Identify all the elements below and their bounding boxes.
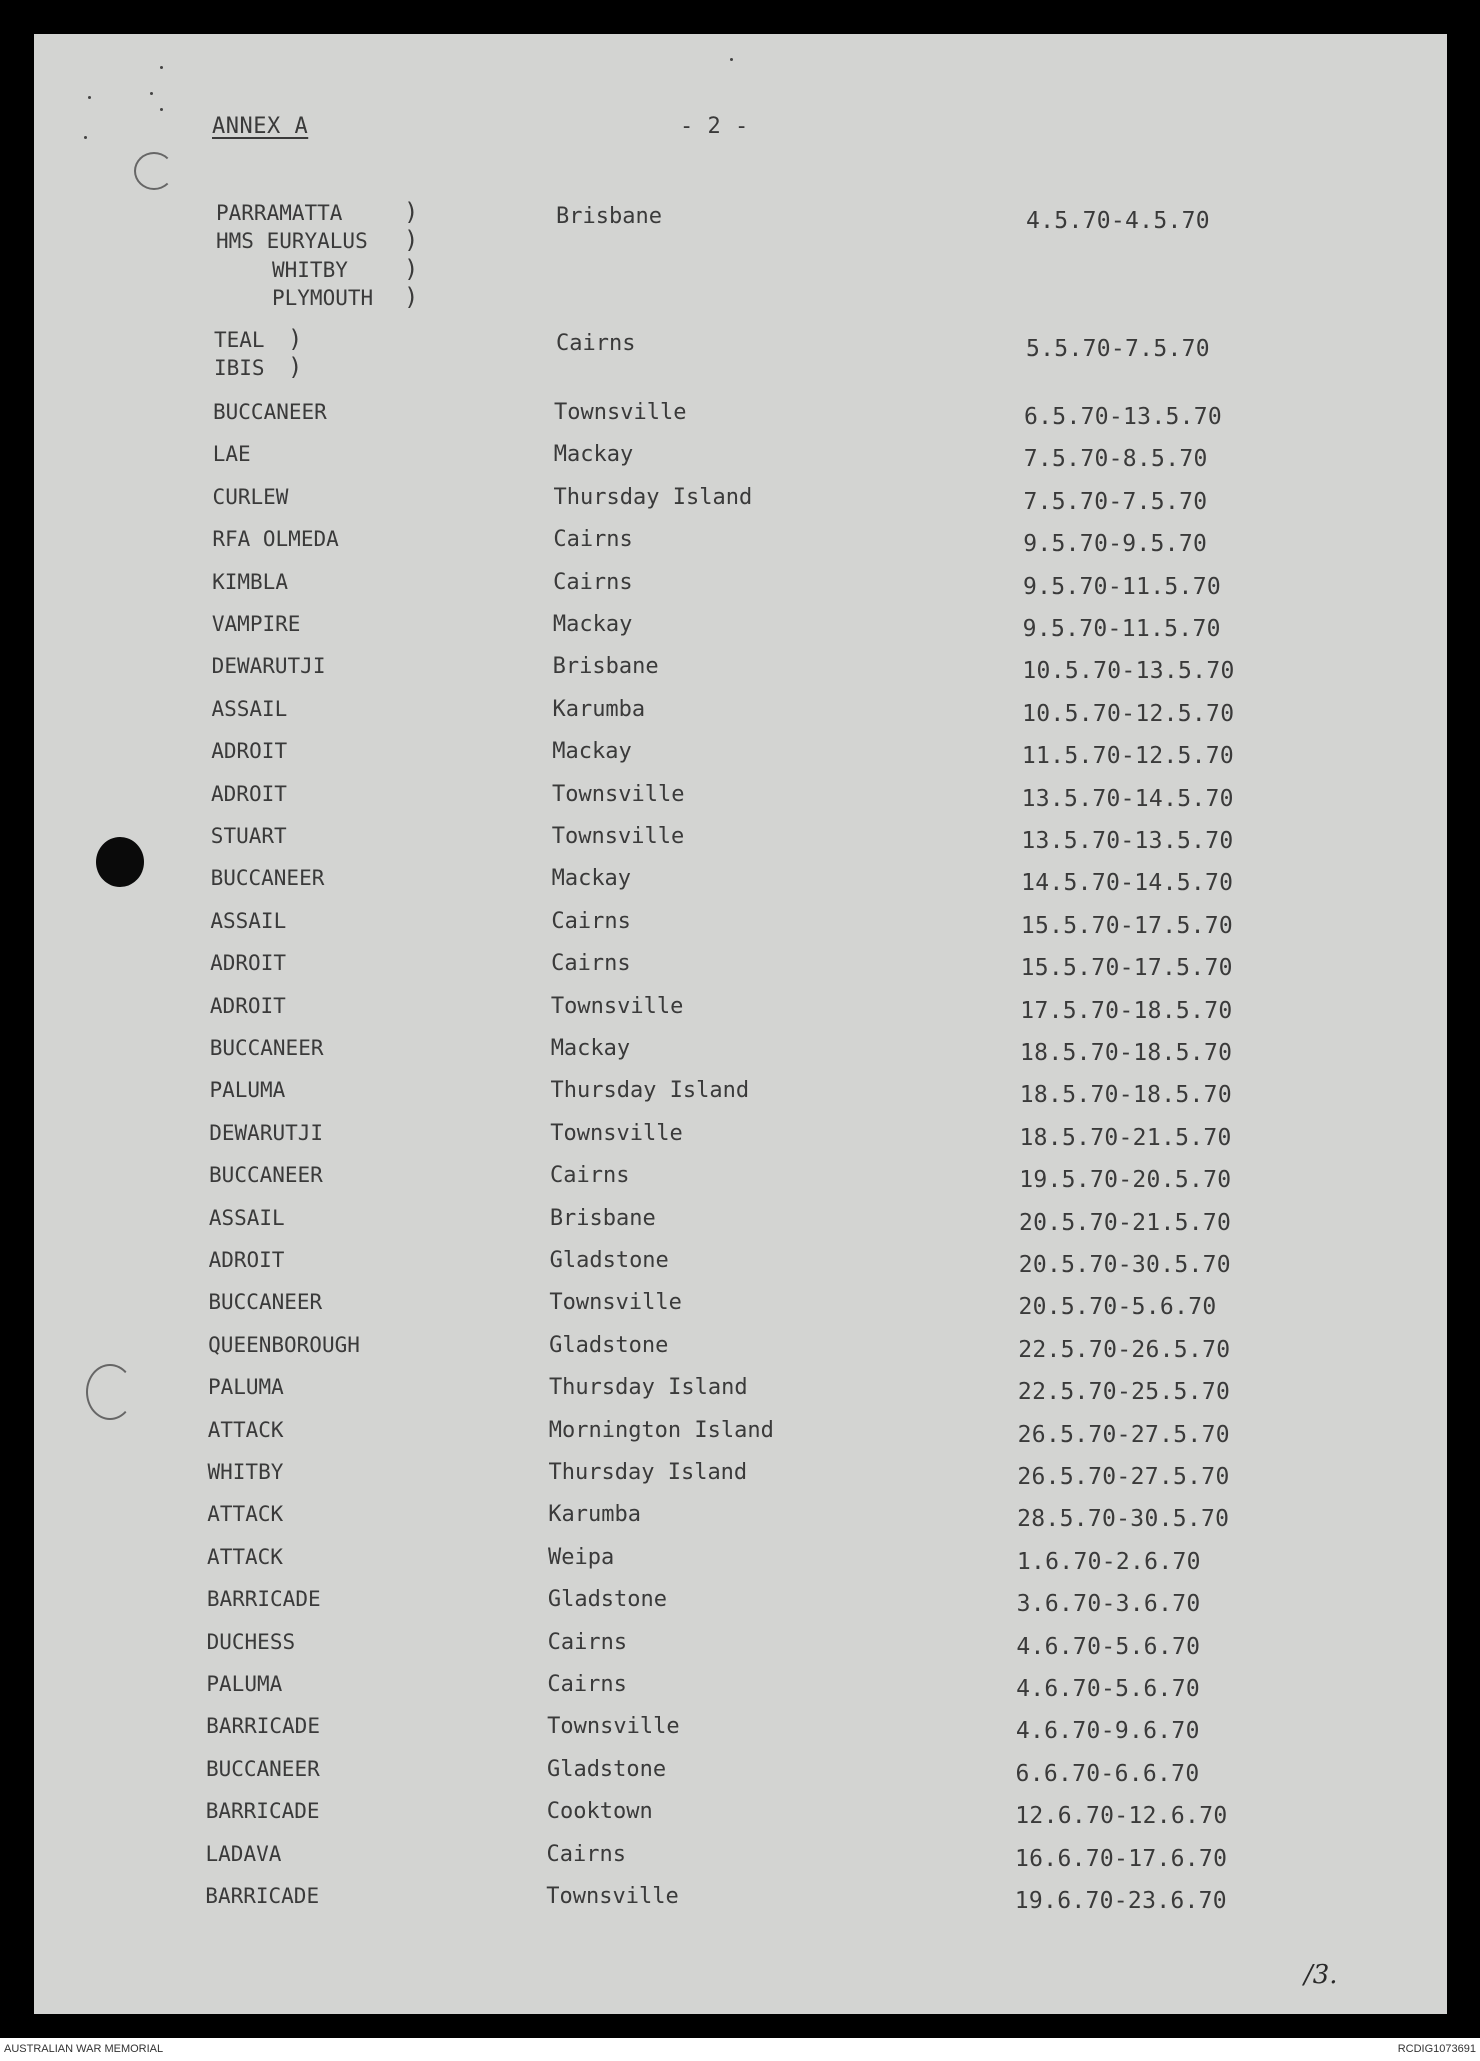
row-dates: 26.5.70-27.5.70: [1017, 1421, 1230, 1448]
row-ship: ADROIT: [210, 951, 286, 976]
row-dates: 7.5.70-8.5.70: [1023, 446, 1208, 473]
row-dates: 11.5.70-12.5.70: [1021, 743, 1235, 770]
row-dates: 19.5.70-20.5.70: [1019, 1167, 1232, 1194]
row-port: Gladstone: [549, 1332, 669, 1358]
row-dates: 17.5.70-18.5.70: [1020, 997, 1233, 1024]
row-port: Thursday Island: [548, 1460, 748, 1485]
bracket-mark: ): [288, 353, 303, 381]
group-port: Brisbane: [556, 204, 662, 229]
row-dates: 13.5.70-13.5.70: [1021, 828, 1234, 854]
paper-speck: [150, 92, 153, 95]
row-port: Cairns: [547, 1629, 628, 1655]
paper-speck: [84, 136, 87, 139]
row-port: Cairns: [553, 527, 633, 553]
row-dates: 15.5.70-17.5.70: [1020, 955, 1233, 982]
handwritten-page-mark: /3.: [1304, 1960, 1338, 1990]
bracket-mark: ): [404, 226, 419, 254]
row-ship: ADROIT: [211, 781, 287, 806]
row-ship: ATTACK: [207, 1417, 284, 1442]
row-port: Mackay: [553, 442, 634, 468]
row-ship: WHITBY: [207, 1460, 284, 1484]
row-ship: ADROIT: [211, 739, 288, 764]
row-dates: 9.5.70-9.5.70: [1023, 531, 1208, 558]
row-ship: DEWARUTJI: [211, 654, 326, 679]
bracket-mark: ): [288, 325, 303, 353]
footer-record-id: RCDIG1073691: [1397, 2043, 1476, 2055]
row-ship: BUCCANEER: [209, 1036, 324, 1060]
row-ship: BARRICADE: [205, 1884, 320, 1908]
row-ship: ASSAIL: [208, 1205, 285, 1230]
row-ship: BUCCANEER: [208, 1290, 323, 1315]
bracket-mark: ): [404, 255, 419, 283]
row-port: Townsville: [549, 1290, 682, 1316]
group-ship: IBIS: [214, 356, 265, 380]
group-ship: WHITBY: [272, 258, 348, 282]
paper-speck: [730, 58, 733, 61]
row-port: Cairns: [546, 1841, 626, 1867]
row-port: Thursday Island: [550, 1078, 750, 1104]
row-ship: CURLEW: [212, 484, 289, 509]
row-port: Cooktown: [546, 1799, 653, 1825]
row-port: Brisbane: [549, 1205, 656, 1231]
row-port: Karumba: [552, 696, 646, 722]
row-dates: 20.5.70-5.6.70: [1018, 1294, 1217, 1321]
row-dates: 3.6.70-3.6.70: [1016, 1591, 1201, 1618]
group-ship: PLYMOUTH: [272, 286, 374, 310]
row-dates: 10.5.70-12.5.70: [1022, 700, 1235, 727]
row-dates: 1.6.70-2.6.70: [1016, 1548, 1201, 1575]
row-ship: PALUMA: [206, 1672, 283, 1696]
group-ship: TEAL: [214, 328, 265, 352]
group-dates: 5.5.70-7.5.70: [1026, 336, 1210, 362]
row-port: Thursday Island: [553, 484, 753, 510]
page-number: - 2 -: [680, 114, 749, 139]
row-ship: KIMBLA: [212, 569, 288, 594]
row-port: Gladstone: [547, 1587, 668, 1613]
bracket-mark: ): [404, 198, 419, 226]
bracket-mark: ): [404, 283, 419, 311]
row-ship: ATTACK: [207, 1502, 284, 1527]
row-port: Townsville: [550, 1120, 683, 1146]
footer-archive-name: AUSTRALIAN WAR MEMORIAL: [4, 2043, 164, 2055]
row-dates: 26.5.70-27.5.70: [1017, 1464, 1230, 1490]
row-dates: 7.5.70-7.5.70: [1023, 488, 1208, 515]
paper-scuff: [86, 1364, 134, 1420]
row-ship: BUCCANEER: [209, 1163, 323, 1188]
row-dates: 14.5.70-14.5.70: [1021, 870, 1234, 897]
row-dates: 19.6.70-23.6.70: [1014, 1888, 1227, 1914]
row-ship: BARRICADE: [206, 1714, 320, 1739]
row-ship: RFA OLMEDA: [212, 527, 339, 552]
row-ship: LAE: [212, 442, 251, 467]
row-dates: 20.5.70-30.5.70: [1018, 1252, 1231, 1278]
row-port: Cairns: [550, 1163, 630, 1189]
row-port: Townsville: [547, 1714, 680, 1740]
row-port: Brisbane: [552, 654, 659, 680]
row-dates: 4.6.70-5.6.70: [1016, 1633, 1201, 1660]
row-port: Townsville: [551, 824, 685, 849]
row-dates: 9.5.70-11.5.70: [1022, 616, 1221, 642]
paper-speck: [160, 66, 163, 69]
row-dates: 22.5.70-26.5.70: [1018, 1336, 1231, 1363]
row-ship: PALUMA: [207, 1375, 284, 1400]
row-dates: 4.6.70-5.6.70: [1016, 1676, 1200, 1702]
row-port: Townsville: [552, 781, 685, 807]
row-port: Townsville: [546, 1884, 679, 1909]
row-port: Mackay: [550, 1036, 631, 1061]
row-port: Mackay: [551, 866, 632, 892]
row-port: Cairns: [551, 951, 631, 977]
row-ship: LADAVA: [205, 1841, 282, 1866]
row-dates: 13.5.70-14.5.70: [1021, 785, 1234, 812]
row-ship: DEWARUTJI: [209, 1120, 324, 1145]
row-port: Townsville: [554, 400, 687, 425]
row-port: Cairns: [553, 569, 633, 595]
row-ship: BARRICADE: [206, 1587, 321, 1612]
row-dates: 16.6.70-17.6.70: [1015, 1845, 1228, 1872]
row-dates: 6.6.70-6.6.70: [1015, 1760, 1200, 1787]
row-ship: PALUMA: [209, 1078, 286, 1103]
row-port: Gladstone: [549, 1248, 669, 1273]
row-port: Mornington Island: [548, 1417, 774, 1443]
row-dates: 15.5.70-17.5.70: [1020, 912, 1234, 939]
row-ship: ATTACK: [207, 1544, 283, 1569]
row-dates: 6.5.70-13.5.70: [1024, 404, 1223, 430]
row-ship: BUCCANEER: [210, 866, 325, 891]
row-ship: ASSAIL: [210, 908, 287, 933]
row-port: Mackay: [552, 739, 632, 765]
row-port: Townsville: [550, 993, 684, 1019]
row-port: Thursday Island: [548, 1375, 748, 1401]
row-dates: 20.5.70-21.5.70: [1018, 1209, 1232, 1236]
group-ship: PARRAMATTA: [216, 201, 343, 225]
row-ship: BUCCANEER: [213, 400, 327, 424]
row-port: Cairns: [551, 908, 631, 934]
row-ship: BARRICADE: [205, 1799, 320, 1824]
row-dates: 28.5.70-30.5.70: [1017, 1506, 1230, 1533]
row-dates: 4.6.70-9.6.70: [1015, 1718, 1200, 1745]
row-port: Mackay: [552, 612, 633, 637]
row-ship: STUART: [210, 824, 287, 848]
group-port: Cairns: [556, 331, 636, 356]
archive-footer: [0, 2038, 1480, 2061]
row-ship: ASSAIL: [211, 696, 288, 721]
paper-speck: [88, 96, 91, 99]
row-port: Gladstone: [546, 1756, 667, 1782]
punch-hole: [96, 837, 144, 887]
row-dates: 10.5.70-13.5.70: [1022, 658, 1235, 685]
row-ship: ADROIT: [209, 993, 286, 1018]
group-ship: HMS EURYALUS: [216, 229, 368, 253]
row-ship: BUCCANEER: [205, 1756, 320, 1781]
row-dates: 9.5.70-11.5.70: [1022, 573, 1221, 600]
row-dates: 18.5.70-18.5.70: [1019, 1082, 1232, 1109]
row-port: Cairns: [547, 1672, 627, 1697]
paper-scuff: [134, 152, 174, 190]
row-ship: ADROIT: [208, 1248, 285, 1272]
annex-heading: ANNEX A: [212, 114, 309, 139]
row-port: Weipa: [548, 1544, 615, 1570]
row-dates: 18.5.70-21.5.70: [1019, 1124, 1232, 1151]
group-dates: 4.5.70-4.5.70: [1026, 208, 1210, 234]
row-ship: QUEENBOROUGH: [208, 1332, 360, 1357]
paper-speck: [160, 108, 163, 111]
row-ship: VAMPIRE: [211, 612, 301, 636]
row-dates: 22.5.70-25.5.70: [1017, 1379, 1231, 1406]
row-ship: DUCHESS: [206, 1629, 296, 1654]
row-dates: 18.5.70-18.5.70: [1020, 1040, 1233, 1066]
row-dates: 12.6.70-12.6.70: [1015, 1803, 1228, 1830]
row-port: Karumba: [548, 1502, 641, 1528]
